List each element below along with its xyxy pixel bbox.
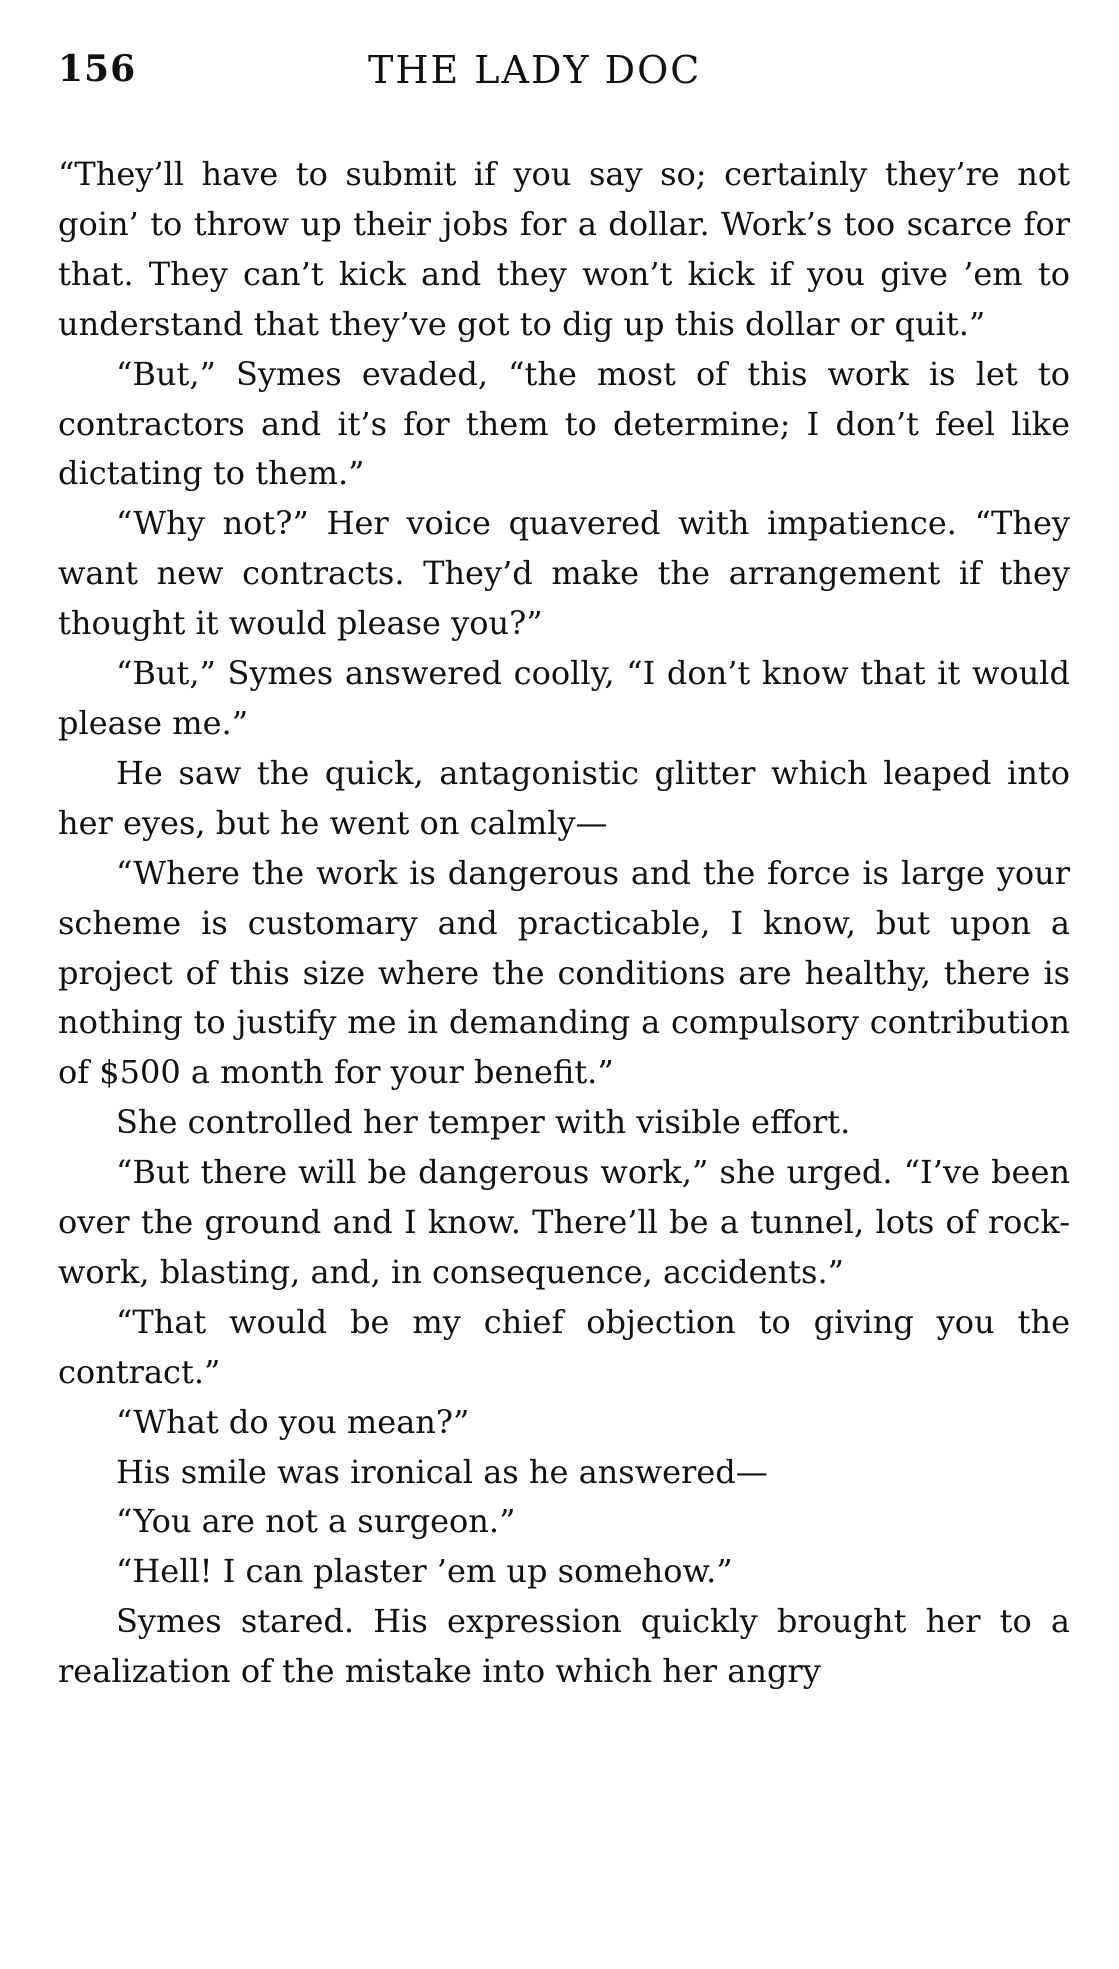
book-page <box>58 48 1070 1697</box>
paragraph: “But,” Symes evaded, “the most of this work is let to contractors and it’s for them to determine; I don’t feel like dictating to them.” <box>58 354 1070 493</box>
paragraph: “What do you mean?” <box>116 1402 470 1441</box>
paragraph: He saw the quick, antagonistic glitter which leaped into her eyes, but he went on calmly— <box>58 753 1070 842</box>
running-head: THE LADY DOC <box>368 48 702 92</box>
paragraph: His smile was ironical as he answered— <box>116 1452 768 1491</box>
paragraph: Symes stared. His expression quickly brought her to a realization of the mistake into which her angry <box>58 1602 1070 1691</box>
paragraph: “Why not?” Her voice quavered with impatience. “They want new contracts. They’d make the arrangement if they thought it would please you?” <box>58 504 1070 643</box>
paragraph: She controlled her temper with visible effort. <box>116 1103 851 1142</box>
paragraph: “But,” Symes answered coolly, “I don’t know that it would please me.” <box>58 654 1070 742</box>
paragraph: “That would be my chief objection to giving you the contract.” <box>58 1302 1070 1391</box>
paragraph: “You are not a surgeon.” <box>116 1502 516 1541</box>
page-header <box>58 48 1070 118</box>
paragraph: “Hell! I can plaster ’em up somehow.” <box>116 1552 733 1591</box>
body-text <box>58 150 1070 1697</box>
paragraph: “But there will be dangerous work,” she urged. “I’ve been over the ground and I know. There’ll be a tunnel, lots of rock-work, blasting, and, in consequence, accidents.” <box>58 1153 1070 1291</box>
paragraph: “Where the work is dangerous and the force is large your scheme is customary and practicable, I know, but upon a project of this size where the conditions are healthy, there is nothing to justify me in demanding a compulsory contribution of $500 a month for your benefit.” <box>58 853 1070 1092</box>
paragraph: “They’ll have to submit if you say so; certainly they’re not goin’ to throw up their jobs for a dollar. Work’s too scarce for that. They can’t kick and they won’t kick if you give ’em to understand that they’ve got to dig up this dollar or quit.” <box>58 155 1070 343</box>
page-number: 156 <box>58 48 137 90</box>
